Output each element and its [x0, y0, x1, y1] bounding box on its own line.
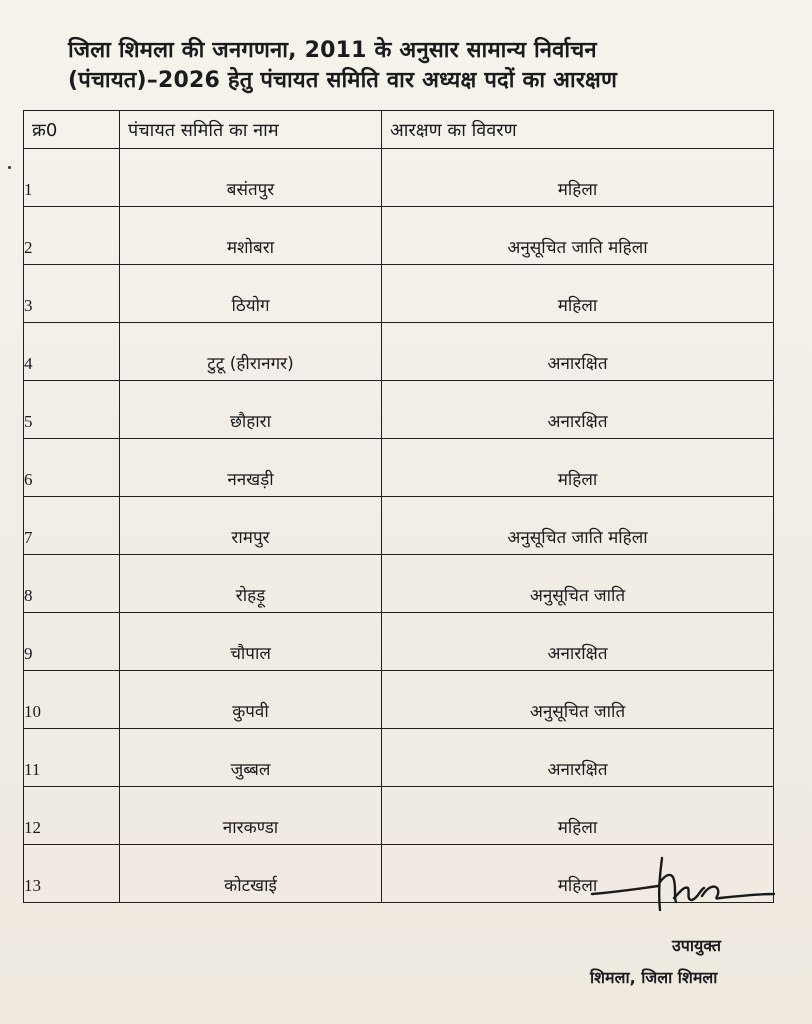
row-reservation: महिला — [382, 787, 774, 845]
row-reservation: अनारक्षित — [382, 381, 774, 439]
table-row — [24, 555, 774, 613]
row-samiti-name: मशोबरा — [120, 207, 382, 265]
row-serial-number: 5 — [24, 381, 120, 439]
row-samiti-name: छौहारा — [120, 381, 382, 439]
table-row — [24, 323, 774, 381]
signature-icon — [588, 852, 778, 922]
row-samiti-name: कुपवी — [120, 671, 382, 729]
table-row — [24, 787, 774, 845]
row-samiti-name: बसंतपुर — [120, 149, 382, 207]
table-row — [24, 671, 774, 729]
row-serial-number: 12 — [24, 787, 120, 845]
row-samiti-name: जुब्बल — [120, 729, 382, 787]
row-samiti-name: रोहड़ू — [120, 555, 382, 613]
row-samiti-name: ठियोग — [120, 265, 382, 323]
row-samiti-name: कोटखाई — [120, 845, 382, 903]
table-row — [24, 439, 774, 497]
table-header-row — [24, 111, 774, 149]
signatory-place: शिमला, जिला शिमला — [590, 968, 718, 987]
row-reservation: अनुसूचित जाति — [382, 671, 774, 729]
row-serial-number: 3 — [24, 265, 120, 323]
row-serial-number: 9 — [24, 613, 120, 671]
row-serial-number: 4 — [24, 323, 120, 381]
row-samiti-name: ननखड़ी — [120, 439, 382, 497]
row-reservation: महिला — [382, 439, 774, 497]
row-serial-number: 10 — [24, 671, 120, 729]
table-row — [24, 207, 774, 265]
title-line-2: (पंचायत)–2026 हेतु पंचायत समिति वार अध्यक्ष पदों का आरक्षण — [68, 68, 618, 93]
table-row — [24, 729, 774, 787]
row-serial-number: 1 — [24, 149, 120, 207]
row-reservation: महिला — [382, 845, 774, 903]
row-reservation: अनुसूचित जाति — [382, 555, 774, 613]
table-row — [24, 613, 774, 671]
margin-speck — [8, 166, 11, 169]
row-serial-number: 2 — [24, 207, 120, 265]
table-row — [24, 497, 774, 555]
row-reservation: महिला — [382, 149, 774, 207]
header-serial-number: क्र0 — [24, 111, 120, 149]
row-reservation: अनारक्षित — [382, 729, 774, 787]
document-title — [30, 36, 790, 96]
header-panchayat-samiti-name: पंचायत समिति का नाम — [120, 111, 382, 149]
row-reservation: अनारक्षित — [382, 613, 774, 671]
table-row — [24, 381, 774, 439]
row-reservation: महिला — [382, 265, 774, 323]
row-serial-number: 11 — [24, 729, 120, 787]
row-reservation: अनारक्षित — [382, 323, 774, 381]
signatory-designation: उपायुक्त — [672, 936, 721, 955]
row-serial-number: 8 — [24, 555, 120, 613]
table-row — [24, 149, 774, 207]
row-samiti-name: चौपाल — [120, 613, 382, 671]
reservation-table — [23, 110, 774, 903]
row-samiti-name: रामपुर — [120, 497, 382, 555]
table-row — [24, 265, 774, 323]
row-serial-number: 7 — [24, 497, 120, 555]
row-serial-number: 6 — [24, 439, 120, 497]
row-serial-number: 13 — [24, 845, 120, 903]
row-samiti-name: नारकण्डा — [120, 787, 382, 845]
title-line-1: जिला शिमला की जनगणना, 2011 के अनुसार सामान्य निर्वाचन — [68, 38, 597, 63]
row-reservation: अनुसूचित जाति महिला — [382, 207, 774, 265]
row-samiti-name: टुटू (हीरानगर) — [120, 323, 382, 381]
row-reservation: अनुसूचित जाति महिला — [382, 497, 774, 555]
header-reservation-detail: आरक्षण का विवरण — [382, 111, 774, 149]
